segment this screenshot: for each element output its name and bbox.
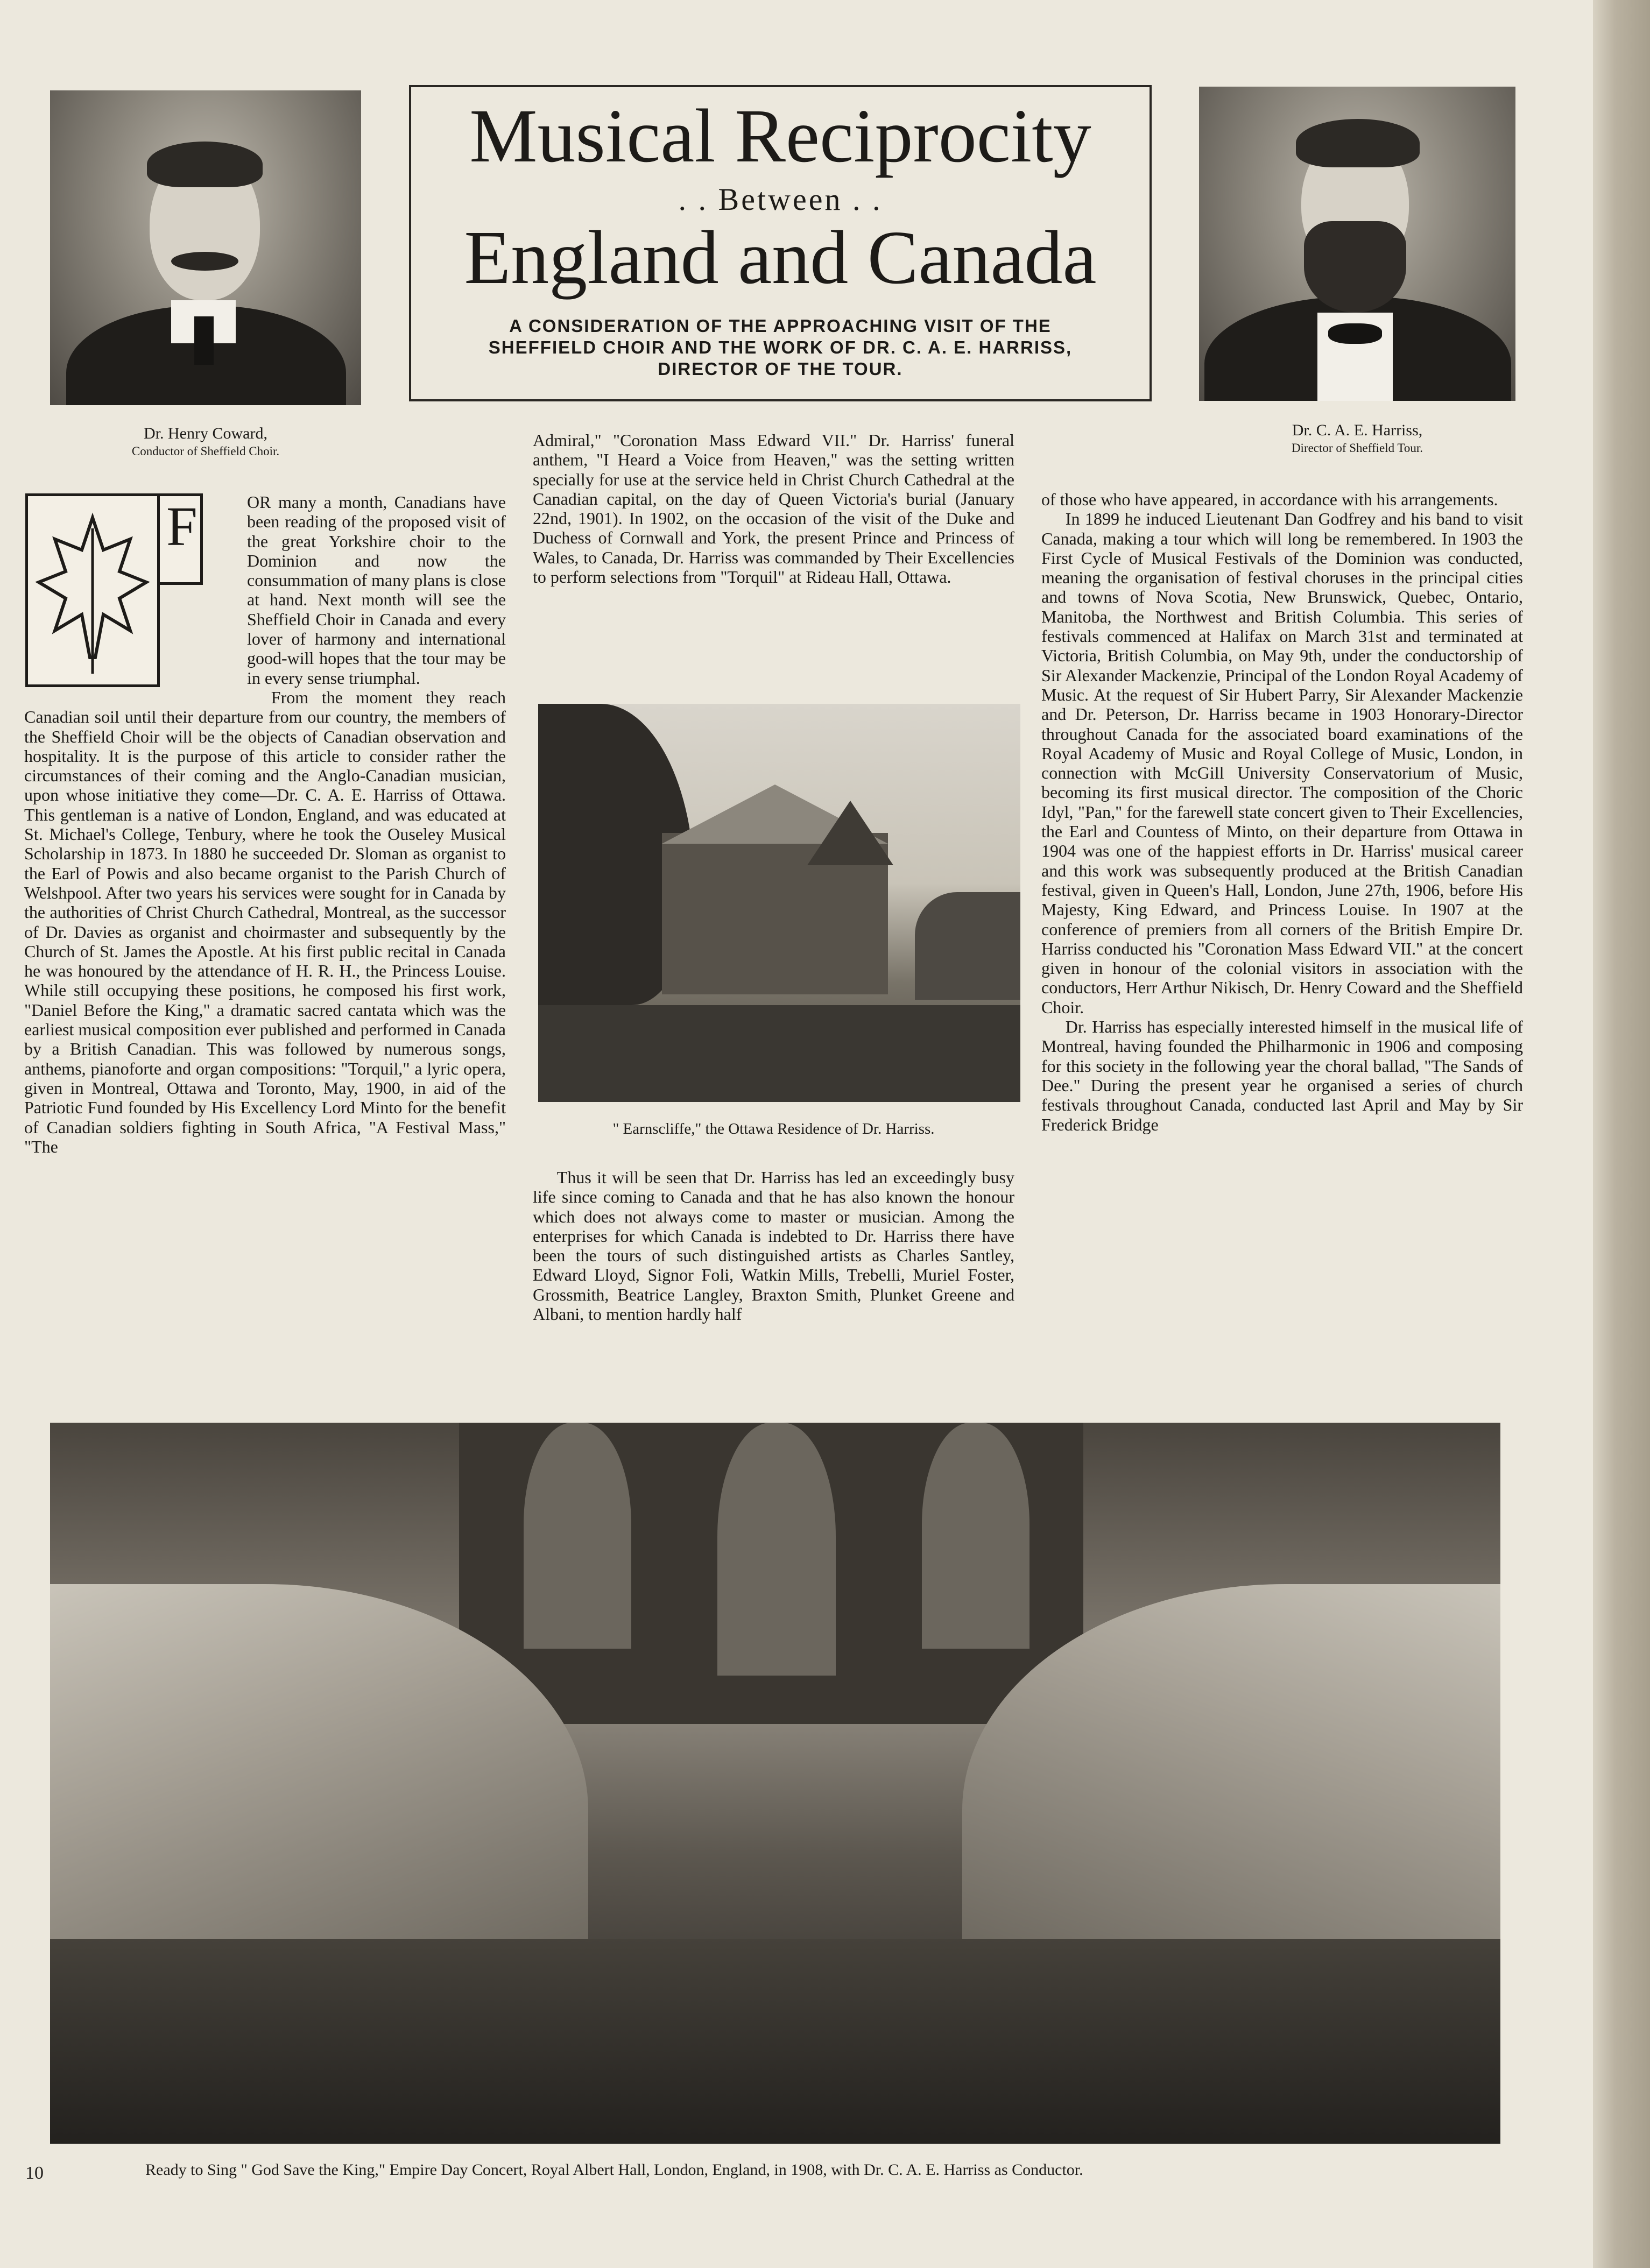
caption-henry-coward: [50, 424, 361, 460]
drop-cap-letter: F: [166, 496, 198, 557]
earnscliffe-caption: " Earnscliffe," the Ottawa Residence of Dr. Harriss.: [612, 1120, 935, 1137]
paragraph-7: Dr. Harriss has especially interested himself in the musical life of Montreal, having founded the Philharmonic in 1906 and composing for this society in the following year the choral ballad, "The Sands of Dee." During the present year he organised a series of church festivals throughout Canada, conducted last April and May by Sir Frederick Bridge: [1041, 1017, 1523, 1134]
caption-name: Dr. Henry Coward,: [144, 425, 267, 442]
title-line-3: England and Canada: [464, 215, 1097, 300]
caption-harriss: [1199, 421, 1515, 456]
maple-leaf-icon: [25, 493, 160, 687]
portrait-ca-e-harriss: [1199, 87, 1515, 401]
caption-role: Director of Sheffield Tour.: [1291, 441, 1423, 455]
subtitle: A CONSIDERATION OF THE APPROACHING VISIT OF THE SHEFFIELD CHOIR AND THE WORK OF DR. C. A. E. HARRISS, DIRECTOR OF THE TOUR.: [488, 316, 1073, 379]
title-box: [409, 85, 1152, 401]
column-2-top: [533, 430, 1014, 587]
drop-cap-ornament: [24, 492, 239, 691]
paragraph-4: Thus it will be seen that Dr. Harriss has led an exceedingly busy life since coming to Canada and that he has also known the honour which does not always come to master or musician. Among the enterprises for which Canada is indebted to Dr. Harriss there have been the tours of such distinguished artists as Charles Santley, Edward Lloyd, Signor Foli, Watkin Mills, Trebelli, Muriel Foster, Grossmith, Beatrice Langley, Braxton Smith, Plunket Greene and Albani, to mention hardly half: [533, 1168, 1014, 1324]
title-line-2: . . Between . .: [678, 182, 883, 217]
paragraph-2: From the moment they reach Canadian soil until their departure from our country, the members of the Sheffield Choir will be the objects of Canadian observation and hospitality. It is the purpose of this article to consider rather the circumstances of their coming and the Anglo-Canadian musician, upon whose initiative they come—Dr. C. A. E. Harriss of Ottawa. This gentleman is a native of London, England, and was educated at St. Michael's College, Tenbury, where he took the Ouseley Musical Scholarship in 1873. In 1880 he succeeded Dr. Sloman as organist to the Earl of Powis and also became organist to the Parish Church of Welshpool. After two years his services were sought for in Canada by the authorities of Christ Church Cathedral, Montreal, as the successor of Dr. Davies as organist and choirmaster and subsequently by the Church of St. James the Apostle. At his first public recital in Canada he was honoured by the attendance of H. R. H., the Princess Louise. While still occupying these positions, he composed his first work, "Daniel Before the King," a dramatic sacred cantata which was the earliest musical composition ever published and performed in Canada by a British Canadian. This was followed by numerous songs, anthems, pianoforte and organ compositions: "Torquil," a lyric opera, given in Montreal, Ottawa and Toronto, May, 1900, in aid of the Patriotic Fund founded by His Excellency Lord Minto for the benefit of Canadian soldiers fighting in South Africa, "A Festival Mass," "The: [24, 687, 506, 1156]
paragraph-1: OR many a month, Canadians have been reading of the proposed visit of the great Yorkshire choir to the Dominion and now the consummation of many plans is close at hand. Next month will see the Sheffield Choir in Canada and every lover of harmony and international good-will hopes that the tour may be in every sense triumphal.: [247, 492, 506, 688]
column-3: [1041, 490, 1523, 1134]
paragraph-3: Admiral," "Coronation Mass Edward VII." Dr. Harriss' funeral anthem, "I Heard a Voice from Heaven," was the setting written specially for use at the service held in Christ Church Cathedral at the Canadian capital, on the day of Queen Victoria's burial (January 22nd, 1901). In 1902, on the occasion of the visit of the Duke and Duchess of Cornwall and York, the present Prince and Princess of Wales, to Canada, Dr. Harriss was commanded by Their Excellencies to perform selections from "Torquil" at Rideau Hall, Ottawa.: [533, 430, 1014, 587]
earnscliffe-photo: [538, 704, 1020, 1102]
royal-albert-hall-concert-photo: [50, 1423, 1500, 2144]
title-line-1: Musical Reciprocity: [469, 93, 1091, 178]
portrait-henry-coward: [50, 90, 361, 405]
page-number: 10: [25, 2163, 44, 2183]
book-spine-edge: [1593, 0, 1650, 2268]
paragraph-6: In 1899 he induced Lieutenant Dan Godfrey and his band to visit Canada, making a tour which will long be remembered. In 1903 the First Cycle of Musical Festivals of the Dominion was conducted, meaning the organisation of festival choruses in the principal cities and towns of Nova Scotia, New Brunswick, Quebec, Ontario, Manitoba, the Northwest and British Columbia. This series of festivals commenced at Halifax on March 31st and terminated at Victoria, British Columbia, on May 9th, under the conductorship of Sir Alexander Mackenzie, Principal of the London Royal Academy of Music. At the request of Sir Hubert Parry, Sir Alexander Mackenzie and Dr. Peterson, Dr. Harriss became in 1903 Honorary-Director throughout Canada for the associated board examinations of the Royal Academy of Music and Royal College of Music, London, in connection with McGill University Conservatorium of Music, becoming its first musical director. The composition of the Choric Idyl, "Pan," for the farewell state concert given to Their Excellencies, the Earl and Countess of Minto, on their departure from Ottawa in 1904 was one of the happiest efforts in Dr. Harriss' musical career and this work was subsequently produced at the British Canadian festival, given in Queen's Hall, London, June 27th, 1906, before His Majesty, King Edward, and Princess Louise. In 1907 at the conference of premiers from all corners of the British Empire Dr. Harriss conducted his "Coronation Mass Edward VII." at the concert given in honour of the colonial visitors in association with the conductors, Herr Arthur Nikisch, Dr. Henry Coward and the Sheffield Choir.: [1041, 509, 1523, 1017]
concert-caption: Ready to Sing " God Save the King," Empire Day Concert, Royal Albert Hall, London, England, in 1908, with Dr. C. A. E. Harriss as Conductor.: [145, 2161, 1083, 2179]
caption-role: Conductor of Sheffield Choir.: [131, 444, 280, 458]
column-1: [24, 492, 506, 1156]
column-2-bottom: [533, 1168, 1014, 1324]
caption-name: Dr. C. A. E. Harriss,: [1292, 421, 1423, 439]
paragraph-5: of those who have appeared, in accordance with his arrangements.: [1041, 490, 1498, 509]
